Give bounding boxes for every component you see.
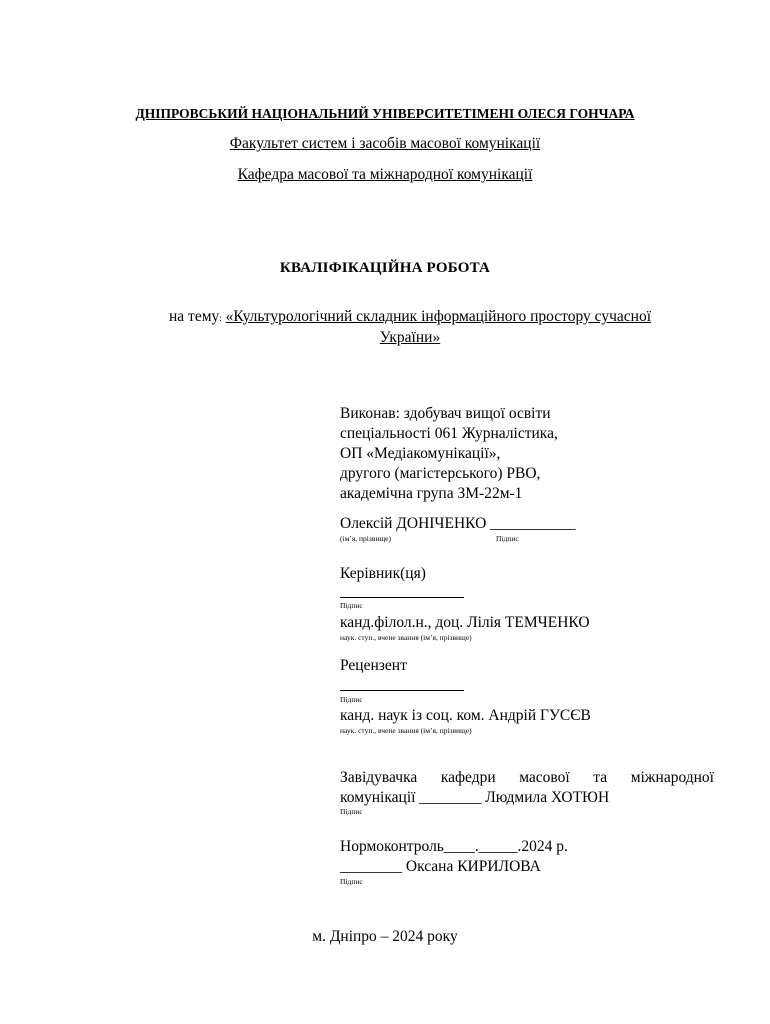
author-block bbox=[340, 404, 720, 504]
faculty-name: Факультет систем і засобів масової комунікації bbox=[229, 135, 541, 152]
normcontrol-sign-caption: Підпис bbox=[340, 877, 363, 886]
topic-line-1: «Культурологічний складник інформаційного простору сучасної bbox=[225, 308, 651, 325]
topic-line-2: України» bbox=[379, 329, 441, 346]
head-line-1: Завідувачка кафедри масової та міжнародної bbox=[340, 769, 714, 786]
topic-block bbox=[100, 307, 720, 348]
author-line-5: академічна група ЗМ-22м-1 bbox=[340, 485, 523, 502]
university-name: ДНІПРОВСЬКИЙ НАЦІОНАЛЬНИЙ УНІВЕРСИТЕТІМЕНІ ОЛЕСЯ ГОНЧАРА bbox=[135, 106, 635, 121]
author-captions bbox=[340, 534, 720, 543]
reviewer-caption: наук. ступ., вчене звання (ім’я, прізвище) bbox=[340, 726, 472, 735]
document-title: КВАЛІФІКАЦІЙНА РОБОТА bbox=[279, 260, 491, 276]
topic-prefix: на тему bbox=[169, 308, 220, 325]
author-caption-sign: Підпис bbox=[496, 534, 519, 543]
head-line-2: комунікації ________ Людмила ХОТЮН bbox=[340, 789, 610, 806]
reviewer-signature-line bbox=[340, 690, 464, 691]
reviewer-sign-caption: Підпис bbox=[340, 695, 363, 704]
normcontrol-line-2: ________ Оксана КИРИЛОВА bbox=[340, 858, 541, 875]
normcontrol-line-1: Нормоконтроль____._____.2024 р. bbox=[340, 838, 568, 855]
reviewer-label: Рецензент bbox=[340, 657, 407, 674]
head-sign-caption: Підпис bbox=[340, 807, 363, 816]
city-year: м. Дніпро – 2024 року bbox=[312, 928, 458, 945]
supervisor-name: канд.філол.н., доц. Лілія ТЕМЧЕНКО bbox=[340, 614, 590, 631]
department-name: Кафедра масової та міжнародної комунікації bbox=[237, 166, 533, 183]
supervisor-label: Керівник(ця) bbox=[340, 565, 426, 582]
author-line-2: спеціальності 061 Журналістика, bbox=[340, 425, 558, 442]
author-line-1: Виконав: здобувач вищої освіти bbox=[340, 405, 551, 422]
topic-colon: : bbox=[219, 313, 222, 323]
supervisor-signature-line bbox=[340, 597, 464, 598]
author-name-line: Олексій ДОНІЧЕНКО ___________ bbox=[340, 515, 576, 532]
reviewer-name: канд. наук із соц. ком. Андрій ГУСЄВ bbox=[340, 707, 591, 724]
author-line-3: ОП «Медіакомунікації», bbox=[340, 445, 501, 462]
author-caption-name: (ім’я, прізвище) bbox=[340, 534, 391, 543]
author-line-4: другого (магістерського) РВО, bbox=[340, 465, 541, 482]
supervisor-sign-caption: Підпис bbox=[340, 601, 363, 610]
supervisor-caption: наук. ступ., вчене звання (ім’я, прізвище) bbox=[340, 633, 472, 642]
